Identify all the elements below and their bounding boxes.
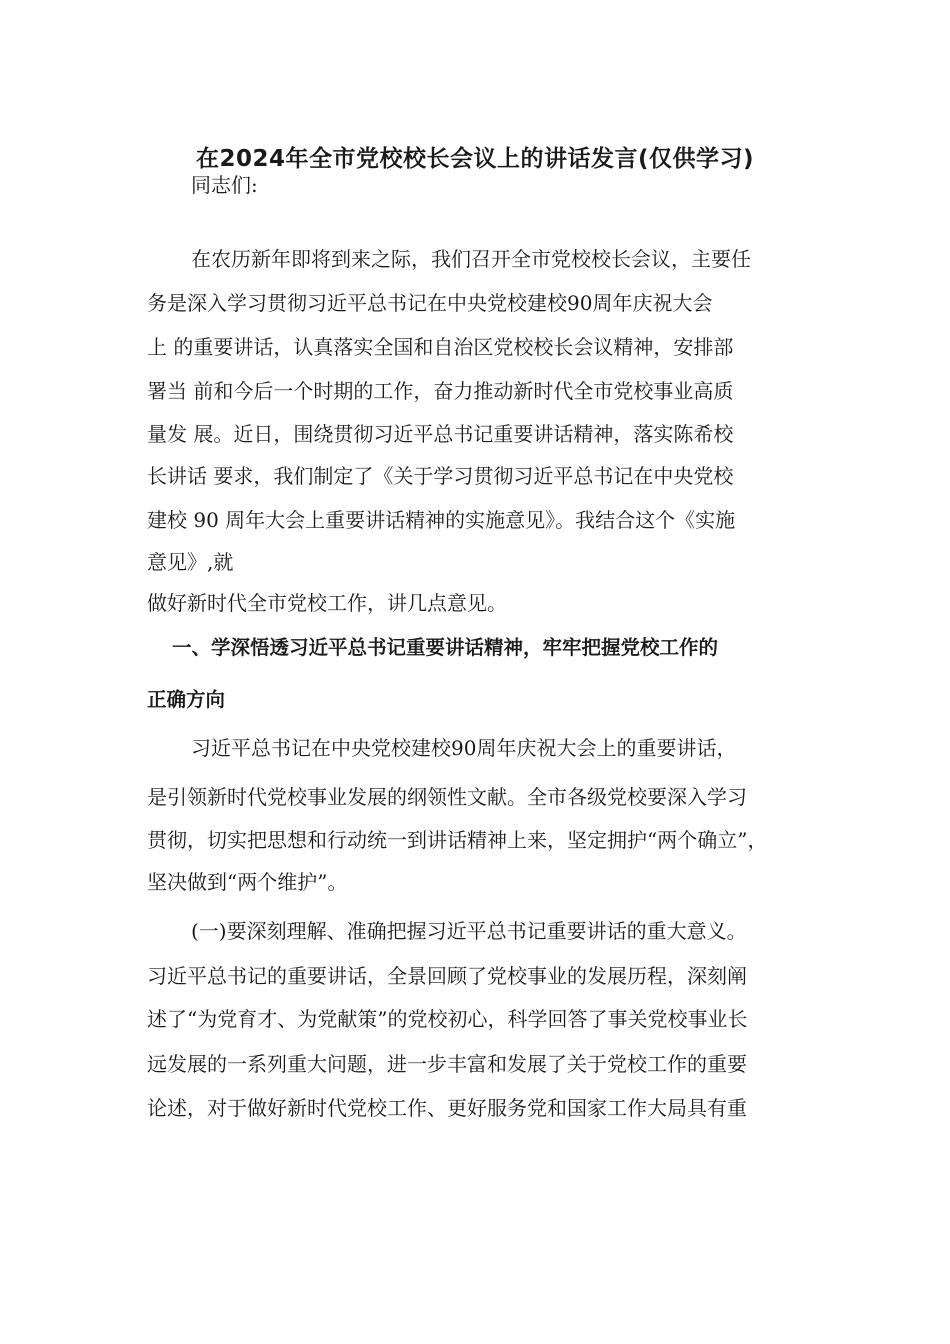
paragraph-line: 述了“为党育才、为党献策”的党校初心，科学回答了事关党校事业长 bbox=[147, 1007, 748, 1031]
paragraph-line: 远发展的一系列重大问题，进一步丰富和发展了关于党校工作的重要 bbox=[147, 1052, 747, 1076]
paragraph-line: 习近平总书记的重要讲话，全景回顾了党校事业的发展历程，深刻阐 bbox=[147, 964, 747, 988]
paragraph-line: 署当 前和今后一个时期的工作，奋力推动新时代全市党校事业高质 bbox=[147, 379, 734, 403]
paragraph-line: 上 的重要讲话，认真落实全国和自治区党校校长会议精神，安排部 bbox=[147, 335, 734, 359]
paragraph-line: 长讲话 要求，我们制定了《关于学习贯彻习近平总书记在中央党校 bbox=[147, 464, 734, 488]
paragraph-line: 务是深入学习贯彻习近平总书记在中央党校建校90周年庆祝大会 bbox=[147, 291, 713, 315]
document-title: 在2024年全市党校校长会议上的讲话发言(仅供学习) bbox=[195, 146, 755, 172]
paragraph-line: 坚决做到“两个维护”。 bbox=[147, 870, 348, 894]
paragraph-line: 贯彻，切实把思想和行动统一到讲话精神上来，坚定拥护“两个确立”， bbox=[147, 828, 768, 852]
paragraph-line: 习近平总书记在中央党校建校90周年庆祝大会上的重要讲话， bbox=[191, 736, 737, 760]
paragraph-line: 论述，对于做好新时代党校工作、更好服务党和国家工作大局具有重 bbox=[147, 1096, 747, 1120]
paragraph-line: 量发 展。近日，围绕贯彻习近平总书记重要讲话精神，落实陈希校 bbox=[147, 422, 734, 446]
paragraph-line: 在农历新年即将到来之际，我们召开全市党校校长会议，主要任 bbox=[191, 247, 751, 271]
paragraph-line: 建校 90 周年大会上重要讲话精神的实施意见》。我结合这个《实施 bbox=[147, 508, 736, 532]
section-heading: 正确方向 bbox=[147, 688, 226, 711]
paragraph-line: 做好新时代全市党校工作，讲几点意见。 bbox=[147, 591, 507, 615]
subsection-line: (一)要深刻理解、准确把握习近平总书记重要讲话的重大意义。 bbox=[191, 919, 747, 943]
salutation: 同志们: bbox=[191, 173, 258, 197]
section-heading: 一、学深悟透习近平总书记重要讲话精神，牢牢把握党校工作的 bbox=[172, 636, 719, 659]
paragraph-line: 是引领新时代党校事业发展的纲领性文献。全市各级党校要深入学习 bbox=[147, 785, 747, 809]
paragraph-line: 意见》,就 bbox=[147, 550, 234, 574]
